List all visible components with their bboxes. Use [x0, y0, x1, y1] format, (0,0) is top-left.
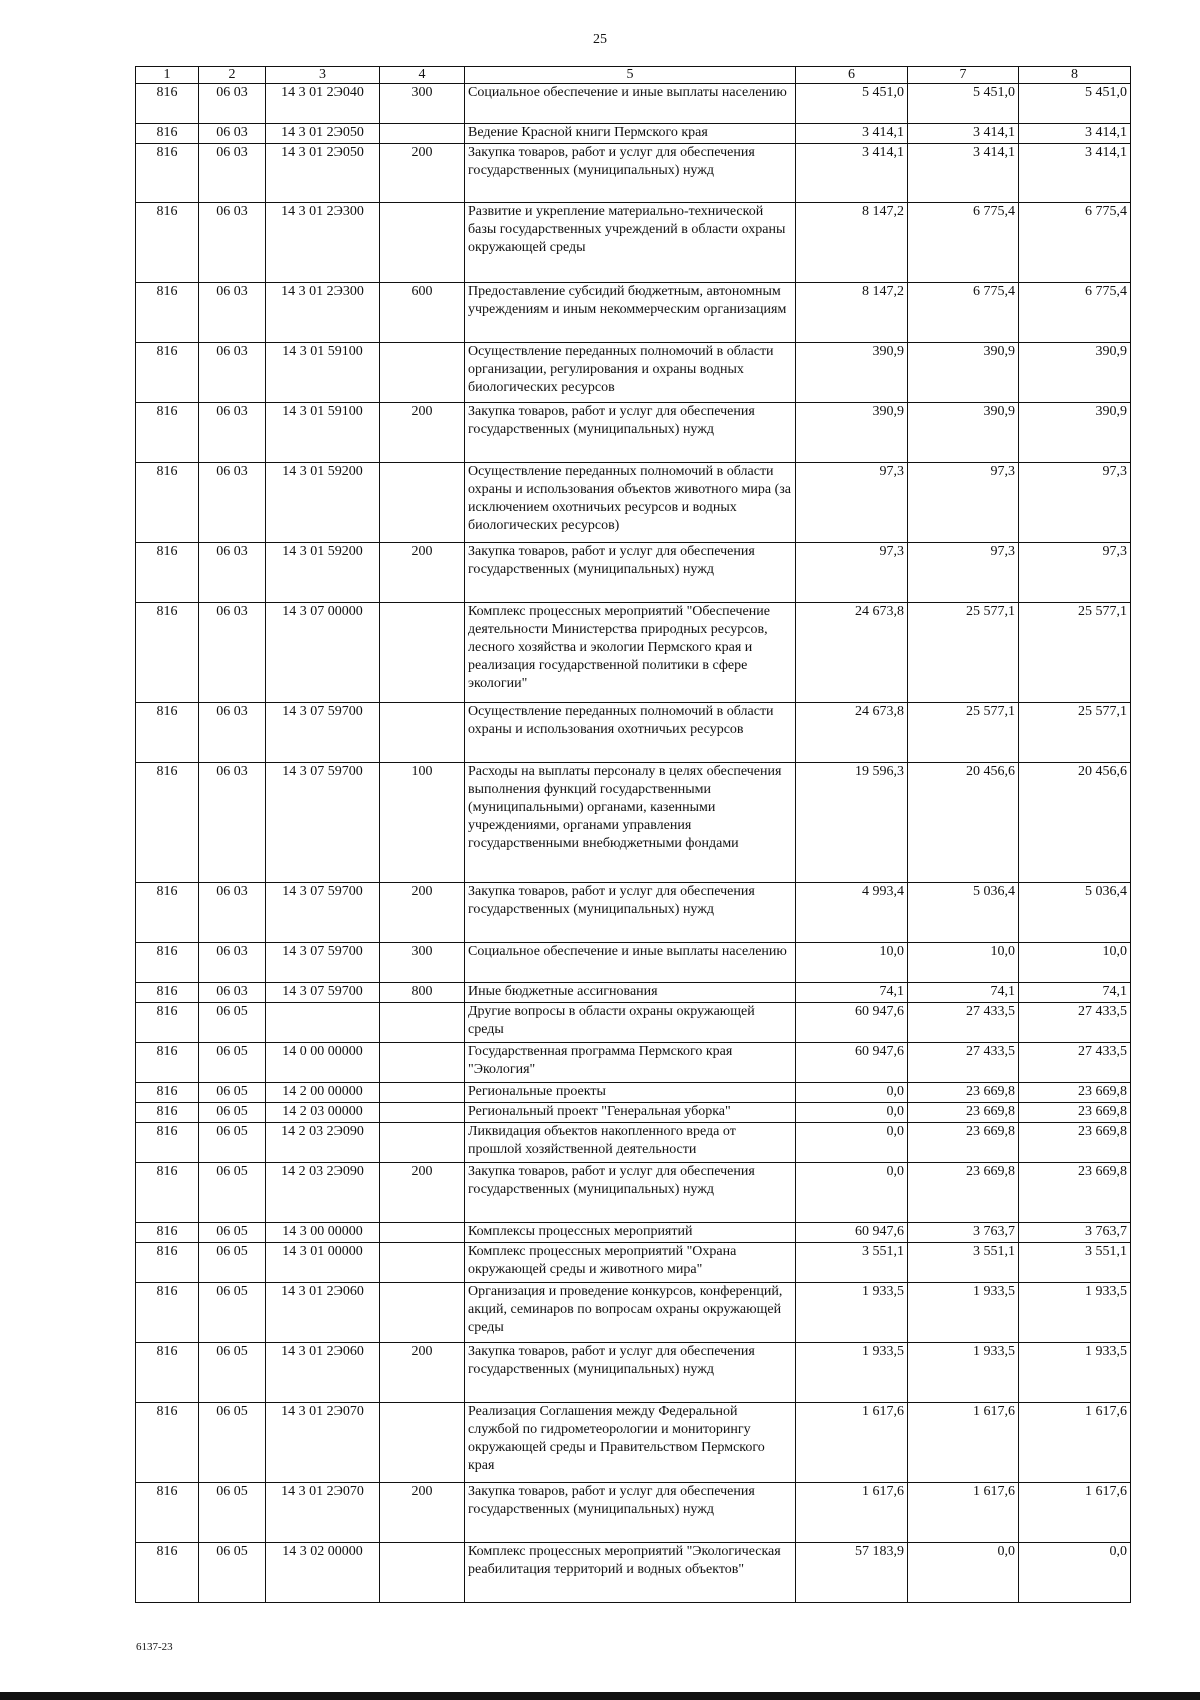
cell-section-code: 06 05: [199, 1403, 266, 1483]
table-row: [136, 283, 1131, 343]
cell-description: Закупка товаров, работ и услуг для обеспечения государственных (муниципальных) нужд: [465, 883, 796, 943]
cell-section-code: 06 03: [199, 883, 266, 943]
cell-ministry-code: 816: [136, 763, 199, 883]
page-number: 25: [593, 32, 607, 47]
cell-ministry-code: 816: [136, 1103, 199, 1123]
table-row: [136, 1043, 1131, 1083]
cell-amount-year-3: 1 933,5: [1019, 1343, 1131, 1403]
table-row: [136, 124, 1131, 144]
cell-amount-year-3: 23 669,8: [1019, 1103, 1131, 1123]
cell-description: Закупка товаров, работ и услуг для обеспечения государственных (муниципальных) нужд: [465, 543, 796, 603]
cell-target-article: 14 3 01 59200: [266, 463, 380, 543]
cell-target-article: 14 3 01 2Э050: [266, 124, 380, 144]
cell-description: Расходы на выплаты персоналу в целях обеспечения выполнения функций государственными (муниципальными) органами, казенными учреждениями, органами управления государственными внебюджетными фондами: [465, 763, 796, 883]
cell-target-article: 14 3 00 00000: [266, 1223, 380, 1243]
cell-expense-type: [380, 343, 465, 403]
cell-expense-type: [380, 1083, 465, 1103]
cell-amount-year-3: 5 036,4: [1019, 883, 1131, 943]
cell-amount-year-1: 8 147,2: [796, 283, 908, 343]
cell-amount-year-1: 390,9: [796, 403, 908, 463]
table-row: [136, 1123, 1131, 1163]
cell-expense-type: 200: [380, 403, 465, 463]
cell-section-code: 06 05: [199, 1283, 266, 1343]
cell-expense-type: 200: [380, 144, 465, 203]
table-row: [136, 203, 1131, 283]
cell-amount-year-2: 23 669,8: [908, 1163, 1019, 1223]
cell-ministry-code: 816: [136, 1083, 199, 1103]
cell-section-code: 06 05: [199, 1543, 266, 1603]
cell-description: Реализация Соглашения между Федеральной службой по гидрометеорологии и мониторингу окружающей среды и Правительством Пермского края: [465, 1403, 796, 1483]
cell-amount-year-3: 390,9: [1019, 343, 1131, 403]
header-row: [136, 67, 1131, 84]
cell-ministry-code: 816: [136, 1403, 199, 1483]
cell-amount-year-1: 0,0: [796, 1123, 908, 1163]
cell-section-code: 06 05: [199, 1083, 266, 1103]
cell-ministry-code: 816: [136, 1043, 199, 1083]
cell-expense-type: [380, 1403, 465, 1483]
cell-expense-type: [380, 1223, 465, 1243]
cell-amount-year-1: 3 414,1: [796, 124, 908, 144]
cell-amount-year-1: 60 947,6: [796, 1003, 908, 1043]
cell-expense-type: [380, 1123, 465, 1163]
cell-target-article: 14 3 01 59200: [266, 543, 380, 603]
cell-expense-type: [380, 1243, 465, 1283]
cell-ministry-code: 816: [136, 403, 199, 463]
scan-edge: [0, 1692, 1200, 1700]
cell-description: Осуществление переданных полномочий в области охраны и использования охотничьих ресурсов: [465, 703, 796, 763]
cell-ministry-code: 816: [136, 463, 199, 543]
cell-target-article: 14 3 01 59100: [266, 343, 380, 403]
cell-description: Комплекс процессных мероприятий "Экологическая реабилитация территорий и водных объектов": [465, 1543, 796, 1603]
cell-section-code: 06 03: [199, 343, 266, 403]
cell-ministry-code: 816: [136, 84, 199, 124]
cell-ministry-code: 816: [136, 1163, 199, 1223]
cell-amount-year-2: 3 763,7: [908, 1223, 1019, 1243]
cell-expense-type: 600: [380, 283, 465, 343]
cell-expense-type: [380, 603, 465, 703]
cell-amount-year-1: 1 933,5: [796, 1283, 908, 1343]
cell-amount-year-1: 24 673,8: [796, 703, 908, 763]
cell-amount-year-3: 23 669,8: [1019, 1123, 1131, 1163]
cell-target-article: 14 3 01 2Э300: [266, 283, 380, 343]
cell-amount-year-2: 1 617,6: [908, 1483, 1019, 1543]
cell-amount-year-1: 97,3: [796, 543, 908, 603]
cell-section-code: 06 03: [199, 283, 266, 343]
cell-description: Ликвидация объектов накопленного вреда от прошлой хозяйственной деятельности: [465, 1123, 796, 1163]
table-row: [136, 983, 1131, 1003]
cell-expense-type: 200: [380, 883, 465, 943]
cell-amount-year-2: 74,1: [908, 983, 1019, 1003]
cell-amount-year-3: 6 775,4: [1019, 283, 1131, 343]
table-row: [136, 84, 1131, 124]
cell-ministry-code: 816: [136, 144, 199, 203]
table-row: [136, 603, 1131, 703]
cell-description: Развитие и укрепление материально-технической базы государственных учреждений в области охраны окружающей среды: [465, 203, 796, 283]
cell-expense-type: 300: [380, 84, 465, 124]
cell-section-code: 06 03: [199, 403, 266, 463]
cell-expense-type: [380, 463, 465, 543]
col-header-7: 7: [908, 67, 1019, 84]
cell-ministry-code: 816: [136, 1543, 199, 1603]
cell-amount-year-3: 25 577,1: [1019, 603, 1131, 703]
cell-amount-year-2: 6 775,4: [908, 203, 1019, 283]
cell-section-code: 06 05: [199, 1003, 266, 1043]
table-row: [136, 1483, 1131, 1543]
cell-ministry-code: 816: [136, 1123, 199, 1163]
cell-description: Комплекс процессных мероприятий "Обеспечение деятельности Министерства природных ресурсов, лесного хозяйства и экологии Пермского края и реализация государственной политики в сфере экологии": [465, 603, 796, 703]
cell-expense-type: [380, 203, 465, 283]
cell-amount-year-2: 3 551,1: [908, 1243, 1019, 1283]
cell-target-article: 14 3 07 59700: [266, 943, 380, 983]
cell-section-code: 06 03: [199, 943, 266, 983]
cell-amount-year-3: 97,3: [1019, 543, 1131, 603]
cell-ministry-code: 816: [136, 703, 199, 763]
cell-ministry-code: 816: [136, 1243, 199, 1283]
cell-amount-year-1: 0,0: [796, 1103, 908, 1123]
cell-amount-year-2: 390,9: [908, 343, 1019, 403]
cell-section-code: 06 05: [199, 1043, 266, 1083]
cell-amount-year-3: 6 775,4: [1019, 203, 1131, 283]
cell-description: Социальное обеспечение и иные выплаты населению: [465, 943, 796, 983]
cell-ministry-code: 816: [136, 943, 199, 983]
cell-ministry-code: 816: [136, 1003, 199, 1043]
cell-section-code: 06 03: [199, 703, 266, 763]
cell-amount-year-3: 10,0: [1019, 943, 1131, 983]
cell-description: Организация и проведение конкурсов, конференций, акций, семинаров по вопросам охраны окружающей среды: [465, 1283, 796, 1343]
cell-expense-type: [380, 124, 465, 144]
cell-target-article: 14 2 03 2Э090: [266, 1123, 380, 1163]
cell-amount-year-1: 5 451,0: [796, 84, 908, 124]
cell-target-article: 14 2 03 2Э090: [266, 1163, 380, 1223]
cell-description: Закупка товаров, работ и услуг для обеспечения государственных (муниципальных) нужд: [465, 1163, 796, 1223]
cell-description: Закупка товаров, работ и услуг для обеспечения государственных (муниципальных) нужд: [465, 144, 796, 203]
cell-amount-year-2: 27 433,5: [908, 1003, 1019, 1043]
cell-expense-type: [380, 1043, 465, 1083]
table-row: [136, 1223, 1131, 1243]
cell-amount-year-1: 57 183,9: [796, 1543, 908, 1603]
cell-amount-year-2: 390,9: [908, 403, 1019, 463]
cell-amount-year-1: 0,0: [796, 1163, 908, 1223]
cell-target-article: 14 3 07 59700: [266, 883, 380, 943]
cell-amount-year-3: 25 577,1: [1019, 703, 1131, 763]
cell-description: Региональные проекты: [465, 1083, 796, 1103]
table-row: [136, 1243, 1131, 1283]
cell-description: Ведение Красной книги Пермского края: [465, 124, 796, 144]
table-body: [136, 84, 1131, 1603]
cell-expense-type: 100: [380, 763, 465, 883]
cell-amount-year-3: 74,1: [1019, 983, 1131, 1003]
cell-section-code: 06 03: [199, 203, 266, 283]
cell-amount-year-1: 8 147,2: [796, 203, 908, 283]
table-row: [136, 1003, 1131, 1043]
cell-amount-year-2: 1 933,5: [908, 1283, 1019, 1343]
table-row: [136, 1343, 1131, 1403]
table-row: [136, 763, 1131, 883]
cell-ministry-code: 816: [136, 1283, 199, 1343]
cell-description: Закупка товаров, работ и услуг для обеспечения государственных (муниципальных) нужд: [465, 1343, 796, 1403]
cell-section-code: 06 03: [199, 603, 266, 703]
cell-target-article: 14 3 07 59700: [266, 763, 380, 883]
cell-amount-year-2: 23 669,8: [908, 1103, 1019, 1123]
cell-target-article: 14 2 03 00000: [266, 1103, 380, 1123]
cell-amount-year-1: 3 414,1: [796, 144, 908, 203]
cell-amount-year-1: 3 551,1: [796, 1243, 908, 1283]
cell-amount-year-2: 5 451,0: [908, 84, 1019, 124]
cell-amount-year-2: 25 577,1: [908, 603, 1019, 703]
col-header-4: 4: [380, 67, 465, 84]
cell-amount-year-2: 23 669,8: [908, 1123, 1019, 1163]
cell-ministry-code: 816: [136, 1483, 199, 1543]
cell-description: Социальное обеспечение и иные выплаты населению: [465, 84, 796, 124]
table-row: [136, 463, 1131, 543]
cell-amount-year-2: 1 933,5: [908, 1343, 1019, 1403]
cell-target-article: 14 2 00 00000: [266, 1083, 380, 1103]
cell-section-code: 06 05: [199, 1103, 266, 1123]
cell-section-code: 06 03: [199, 763, 266, 883]
cell-amount-year-3: 5 451,0: [1019, 84, 1131, 124]
cell-target-article: 14 3 01 2Э300: [266, 203, 380, 283]
cell-expense-type: [380, 1103, 465, 1123]
cell-ministry-code: 816: [136, 124, 199, 144]
table-row: [136, 883, 1131, 943]
cell-target-article: 14 3 01 2Э050: [266, 144, 380, 203]
cell-ministry-code: 816: [136, 1223, 199, 1243]
cell-amount-year-2: 5 036,4: [908, 883, 1019, 943]
cell-amount-year-1: 0,0: [796, 1083, 908, 1103]
cell-amount-year-2: 25 577,1: [908, 703, 1019, 763]
cell-amount-year-1: 74,1: [796, 983, 908, 1003]
cell-expense-type: [380, 1543, 465, 1603]
cell-expense-type: 300: [380, 943, 465, 983]
table-row: [136, 1083, 1131, 1103]
cell-description: Государственная программа Пермского края "Экология": [465, 1043, 796, 1083]
cell-target-article: 14 0 00 00000: [266, 1043, 380, 1083]
cell-ministry-code: 816: [136, 543, 199, 603]
table-row: [136, 403, 1131, 463]
cell-section-code: 06 05: [199, 1243, 266, 1283]
cell-target-article: 14 3 07 59700: [266, 983, 380, 1003]
cell-amount-year-2: 3 414,1: [908, 144, 1019, 203]
cell-section-code: 06 03: [199, 463, 266, 543]
table-row: [136, 943, 1131, 983]
cell-amount-year-1: 1 617,6: [796, 1403, 908, 1483]
col-header-3: 3: [266, 67, 380, 84]
cell-amount-year-2: 1 617,6: [908, 1403, 1019, 1483]
cell-amount-year-3: 3 414,1: [1019, 124, 1131, 144]
cell-amount-year-1: 24 673,8: [796, 603, 908, 703]
cell-amount-year-3: 20 456,6: [1019, 763, 1131, 883]
table-row: [136, 543, 1131, 603]
col-header-5: 5: [465, 67, 796, 84]
cell-section-code: 06 03: [199, 124, 266, 144]
cell-description: Другие вопросы в области охраны окружающей среды: [465, 1003, 796, 1043]
cell-target-article: 14 3 01 2Э070: [266, 1483, 380, 1543]
cell-amount-year-2: 0,0: [908, 1543, 1019, 1603]
cell-amount-year-3: 23 669,8: [1019, 1163, 1131, 1223]
cell-amount-year-3: 27 433,5: [1019, 1003, 1131, 1043]
cell-expense-type: [380, 1003, 465, 1043]
cell-ministry-code: 816: [136, 1343, 199, 1403]
cell-description: Осуществление переданных полномочий в области охраны и использования объектов животного мира (за исключением охотничьих ресурсов и водных биологических ресурсов): [465, 463, 796, 543]
table-row: [136, 703, 1131, 763]
cell-amount-year-1: 1 933,5: [796, 1343, 908, 1403]
cell-amount-year-1: 19 596,3: [796, 763, 908, 883]
cell-section-code: 06 03: [199, 543, 266, 603]
cell-amount-year-2: 97,3: [908, 543, 1019, 603]
cell-description: Комплекс процессных мероприятий "Охрана окружающей среды и животного мира": [465, 1243, 796, 1283]
cell-expense-type: 800: [380, 983, 465, 1003]
col-header-6: 6: [796, 67, 908, 84]
cell-amount-year-2: 6 775,4: [908, 283, 1019, 343]
cell-description: Комплексы процессных мероприятий: [465, 1223, 796, 1243]
cell-expense-type: [380, 1283, 465, 1343]
cell-amount-year-1: 390,9: [796, 343, 908, 403]
table-row: [136, 1543, 1131, 1603]
col-header-2: 2: [199, 67, 266, 84]
cell-amount-year-1: 60 947,6: [796, 1043, 908, 1083]
cell-section-code: 06 05: [199, 1343, 266, 1403]
cell-ministry-code: 816: [136, 203, 199, 283]
cell-expense-type: [380, 703, 465, 763]
table-row: [136, 343, 1131, 403]
cell-target-article: 14 3 07 00000: [266, 603, 380, 703]
document-code: 6137-23: [136, 1641, 173, 1653]
cell-description: Закупка товаров, работ и услуг для обеспечения государственных (муниципальных) нужд: [465, 403, 796, 463]
cell-amount-year-3: 1 617,6: [1019, 1483, 1131, 1543]
cell-target-article: 14 3 02 00000: [266, 1543, 380, 1603]
cell-amount-year-2: 23 669,8: [908, 1083, 1019, 1103]
cell-amount-year-3: 27 433,5: [1019, 1043, 1131, 1083]
cell-amount-year-2: 20 456,6: [908, 763, 1019, 883]
cell-amount-year-1: 1 617,6: [796, 1483, 908, 1543]
cell-ministry-code: 816: [136, 343, 199, 403]
cell-ministry-code: 816: [136, 883, 199, 943]
cell-description: Иные бюджетные ассигнования: [465, 983, 796, 1003]
cell-description: Закупка товаров, работ и услуг для обеспечения государственных (муниципальных) нужд: [465, 1483, 796, 1543]
cell-amount-year-2: 10,0: [908, 943, 1019, 983]
cell-target-article: [266, 1003, 380, 1043]
cell-section-code: 06 05: [199, 1123, 266, 1163]
cell-expense-type: 200: [380, 1163, 465, 1223]
cell-amount-year-3: 1 617,6: [1019, 1403, 1131, 1483]
table-row: [136, 1403, 1131, 1483]
cell-amount-year-3: 3 763,7: [1019, 1223, 1131, 1243]
cell-target-article: 14 3 01 00000: [266, 1243, 380, 1283]
cell-amount-year-3: 97,3: [1019, 463, 1131, 543]
cell-ministry-code: 816: [136, 983, 199, 1003]
cell-amount-year-3: 23 669,8: [1019, 1083, 1131, 1103]
cell-amount-year-3: 3 551,1: [1019, 1243, 1131, 1283]
cell-section-code: 06 03: [199, 144, 266, 203]
cell-target-article: 14 3 01 2Э060: [266, 1343, 380, 1403]
cell-section-code: 06 03: [199, 84, 266, 124]
cell-amount-year-1: 60 947,6: [796, 1223, 908, 1243]
cell-amount-year-1: 10,0: [796, 943, 908, 983]
col-header-8: 8: [1019, 67, 1131, 84]
cell-section-code: 06 05: [199, 1163, 266, 1223]
cell-section-code: 06 05: [199, 1223, 266, 1243]
cell-description: Региональный проект "Генеральная уборка": [465, 1103, 796, 1123]
cell-amount-year-1: 97,3: [796, 463, 908, 543]
table-row: [136, 1103, 1131, 1123]
cell-section-code: 06 05: [199, 1483, 266, 1543]
cell-amount-year-3: 390,9: [1019, 403, 1131, 463]
cell-expense-type: 200: [380, 1483, 465, 1543]
col-header-1: 1: [136, 67, 199, 84]
table-row: [136, 1163, 1131, 1223]
cell-amount-year-2: 27 433,5: [908, 1043, 1019, 1083]
cell-target-article: 14 3 07 59700: [266, 703, 380, 763]
cell-expense-type: 200: [380, 1343, 465, 1403]
cell-ministry-code: 816: [136, 283, 199, 343]
cell-amount-year-3: 0,0: [1019, 1543, 1131, 1603]
cell-target-article: 14 3 01 2Э060: [266, 1283, 380, 1343]
budget-table: [135, 66, 1131, 1603]
cell-amount-year-2: 3 414,1: [908, 124, 1019, 144]
cell-amount-year-1: 4 993,4: [796, 883, 908, 943]
cell-description: Предоставление субсидий бюджетным, автономным учреждениям и иным некоммерческим организациям: [465, 283, 796, 343]
cell-amount-year-3: 1 933,5: [1019, 1283, 1131, 1343]
cell-section-code: 06 03: [199, 983, 266, 1003]
cell-ministry-code: 816: [136, 603, 199, 703]
cell-expense-type: 200: [380, 543, 465, 603]
cell-target-article: 14 3 01 2Э040: [266, 84, 380, 124]
table-row: [136, 1283, 1131, 1343]
cell-description: Осуществление переданных полномочий в области организации, регулирования и охраны водных биологических ресурсов: [465, 343, 796, 403]
cell-target-article: 14 3 01 59100: [266, 403, 380, 463]
cell-amount-year-2: 97,3: [908, 463, 1019, 543]
table-row: [136, 144, 1131, 203]
cell-target-article: 14 3 01 2Э070: [266, 1403, 380, 1483]
cell-amount-year-3: 3 414,1: [1019, 144, 1131, 203]
